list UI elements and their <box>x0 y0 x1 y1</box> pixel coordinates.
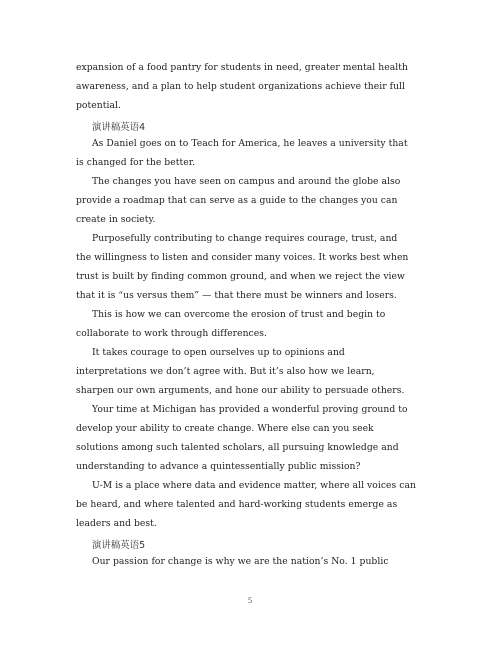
page-number: 5 <box>248 596 252 605</box>
body-line: Our passion for change is why we are the nation’s No. 1 public <box>92 556 389 567</box>
body-line: trust is built by finding common ground, and when we reject the view <box>76 271 405 282</box>
body-line: create in society. <box>76 214 156 225</box>
body-line: interpretations we don’t agree with. But it’s also how we learn, <box>76 366 375 377</box>
body-line: solutions among such talented scholars, all pursuing knowledge and <box>76 442 399 453</box>
body-line: The changes you have seen on campus and around the globe also <box>92 176 401 187</box>
body-line: potential. <box>76 100 121 111</box>
body-line: As Daniel goes on to Teach for America, he leaves a university that <box>92 138 408 149</box>
body-line: expansion of a food pantry for students in need, greater mental health <box>76 62 408 73</box>
body-line: It takes courage to open ourselves up to opinions and <box>92 347 345 358</box>
body-line: sharpen our own arguments, and hone our ability to persuade others. <box>76 385 405 396</box>
body-line: This is how we can overcome the erosion of trust and begin to <box>92 309 386 320</box>
body-line: awareness, and a plan to help student organizations achieve their full <box>76 81 406 92</box>
body-line: Your time at Michigan has provided a wonderful proving ground to <box>92 404 408 415</box>
body-line: be heard, and where talented and hard-working students emerge as <box>76 499 398 510</box>
body-line: the willingness to listen and consider many voices. It works best when <box>76 252 409 263</box>
body-line: understanding to advance a quintessentially public mission? <box>76 461 361 472</box>
body-line: is changed for the better. <box>76 157 196 168</box>
body-line: develop your ability to create change. Where else can you seek <box>76 423 374 434</box>
body-line: provide a roadmap that can serve as a guide to the changes you can <box>76 195 398 206</box>
body-line: that it is “us versus them” — that there must be winners and losers. <box>76 290 397 301</box>
section-heading: 演讲稿英语5 <box>92 540 146 551</box>
body-line: collaborate to work through differences. <box>76 328 267 339</box>
body-line: leaders and best. <box>76 518 157 529</box>
body-line: U-M is a place where data and evidence matter, where all voices can <box>92 480 416 491</box>
body-line: Purposefully contributing to change requires courage, trust, and <box>92 233 398 244</box>
section-heading: 演讲稿英语4 <box>92 122 146 133</box>
